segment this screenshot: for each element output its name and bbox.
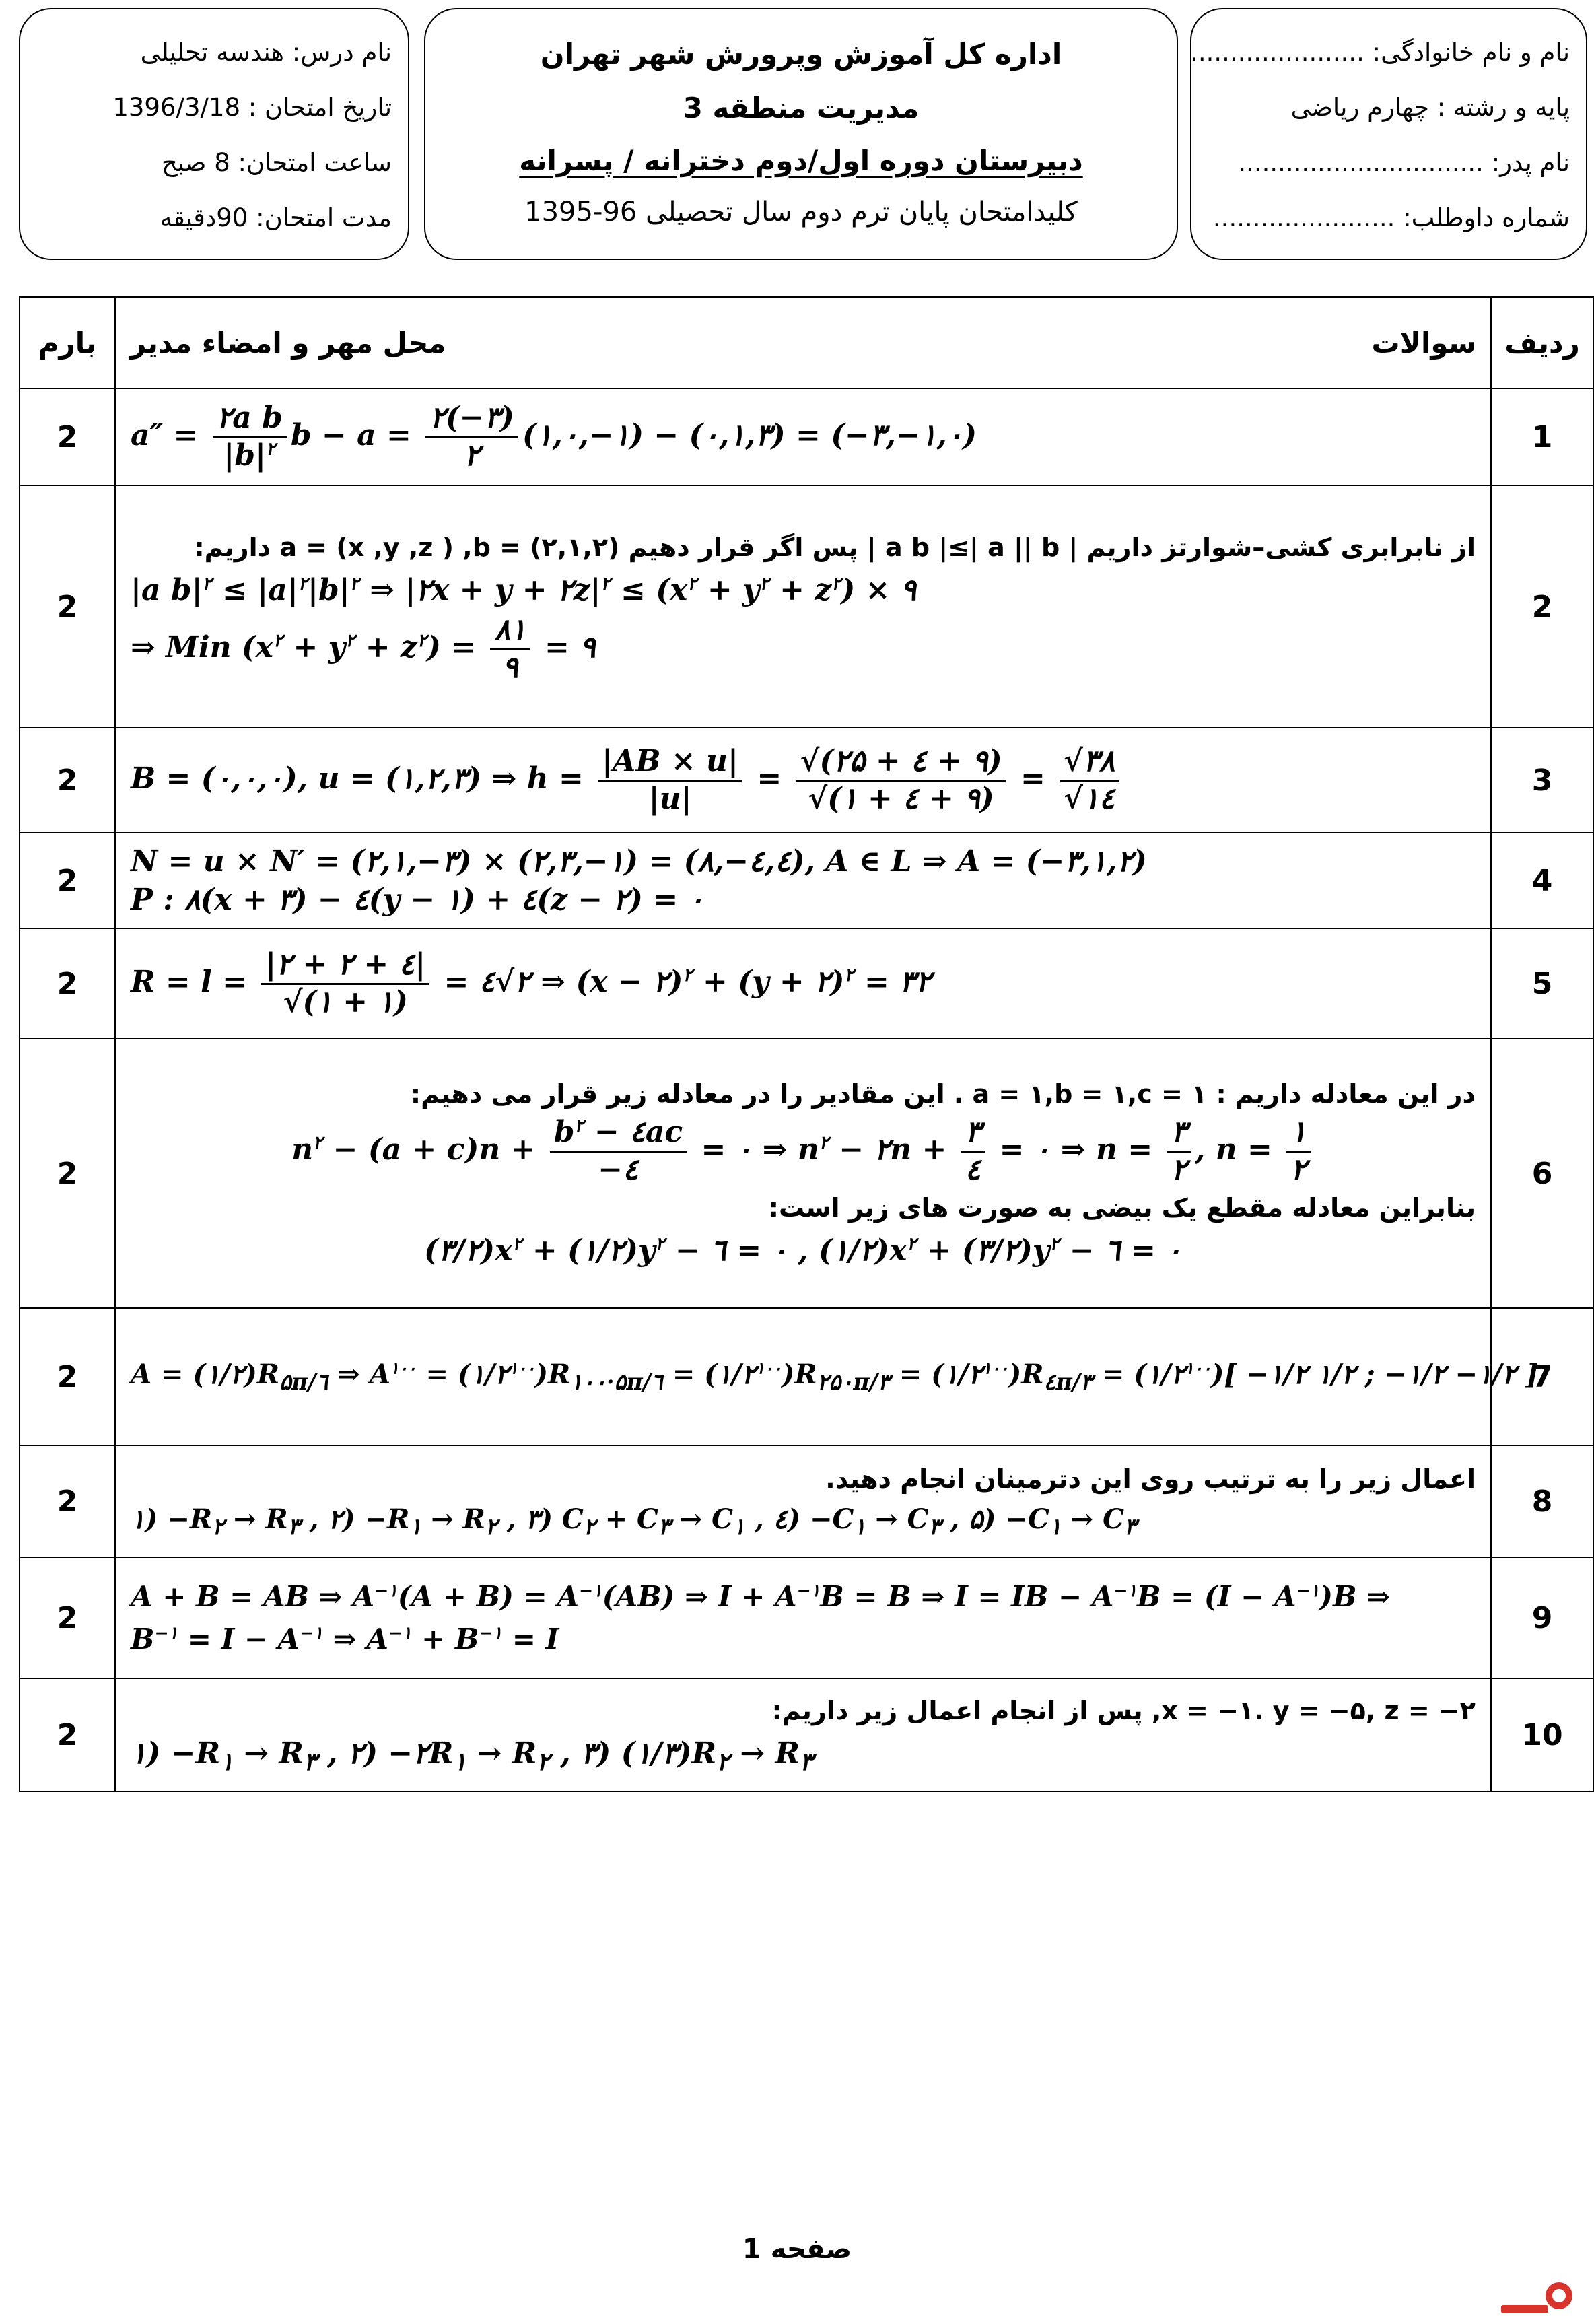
- school-title: دبیرستان دوره اول/دوم دخترانه / پسرانه: [519, 144, 1083, 177]
- header-questions-label: سوالات: [1371, 326, 1476, 360]
- row-score: 2: [20, 485, 115, 728]
- table-row: [20, 388, 1593, 485]
- answer-cell: [115, 1039, 1491, 1308]
- grade-field: پایه و رشته : چهارم ریاضی: [1290, 93, 1570, 122]
- exam-time-field: ساعت امتحان: 8 صبح: [161, 148, 392, 177]
- office-title: اداره کل آموزش وپرورش شهر تهران: [540, 38, 1062, 71]
- table-row: [20, 833, 1593, 928]
- answer-cell: [115, 833, 1491, 928]
- table-row: [20, 928, 1593, 1039]
- answer-text: از نابرابری کشی–شوارتز داریم | a b |≤| a || b | پس اگر قرار دهیم a = (x ,y ,z ) ,b = (۲,۱,۲) داریم:: [194, 533, 1476, 563]
- row-score: 2: [20, 728, 115, 833]
- answer-text: بنابراین معادله مقطع یک بیضی به صورت های زیر است:: [768, 1193, 1476, 1223]
- answer-cell: [115, 928, 1491, 1039]
- student-name-field: نام و نام خانوادگی: ......................: [1190, 38, 1570, 67]
- district-title: مدیریت منطقه 3: [683, 92, 920, 125]
- row-number: 2: [1491, 485, 1593, 728]
- answer-key-table: [19, 296, 1594, 1792]
- header-score: بارم: [20, 297, 115, 388]
- answer-formula: ۱) $-R_۱ \to R_۳$ , ۲) $-۲R_۱ \to R_۲$ , ۳) $(۱/۳)R_۲ \to R_۳$: [131, 1736, 813, 1776]
- row-score: 2: [20, 1678, 115, 1791]
- answer-formula: A + B = AB ⇒ $A^{-۱}(A + B) = A^{-۱}(AB)$ ⇒ $I + A^{-۱}B = B$ ⇒ I = IB − $A^{-۱}B = (I - A^{-۱})B$ ⇒: [131, 1580, 1391, 1613]
- subject-field: نام درس: هندسه تحلیلی: [140, 38, 392, 67]
- row-score: 2: [20, 1557, 115, 1678]
- answer-cell: [115, 1308, 1539, 1445]
- row-number: 4: [1491, 833, 1593, 928]
- exam-date-field: تاریخ امتحان : 1396/3/18: [112, 93, 392, 122]
- row-score: 2: [20, 388, 115, 485]
- watermark-logo-icon: [1501, 2281, 1575, 2316]
- answer-text: در این معادله داریم : a = ۱,b = ۱,c = ۱ . این مقادیر را در معادله زیر قرار می دهیم:: [410, 1079, 1476, 1109]
- candidate-number-field: شماره داوطلب: .......................: [1212, 203, 1570, 232]
- answer-text: x = −۱. y = −۵, z = −۲, پس از انجام اعمال زیر داریم:: [771, 1695, 1476, 1725]
- answer-formula: $A = (۱/۲)R_{۵\pi/٦}$ ⇒ $A^{۱۰۰}$ = $(۱/۲^{۱۰۰})R_{۱۰۰\cdot ۵\pi/٦}$ = $(۱/۲^{۱۰۰})R_{۲۵۰\pi/۳}$ = $(۱/۲^{۱۰۰})R_{٤\pi/۳}$ = $(۱/۲^{۱۰۰})$[ −۱/۲ ۱/۲ ; −۱/۲ −۱/۲ ]: [131, 1358, 1539, 1395]
- row-number: 7: [1491, 1308, 1593, 1445]
- father-name-field: نام پدر: ...............................: [1238, 148, 1570, 177]
- table-row: [20, 1445, 1593, 1557]
- answer-cell: [115, 1678, 1491, 1791]
- page-number: صفحه 1: [742, 2234, 852, 2265]
- row-score: 2: [20, 833, 115, 928]
- answer-text: اعمال زیر را به ترتیب روی این دترمینان انجام دهید.: [825, 1464, 1476, 1494]
- answer-formula: |a $b|^۲ \le |a|^۲|b|^۲$ ⇒ |۲x + $y + ۲z|^۲ \le (x^۲ + y^۲ + z^۲)$ × ۹: [131, 573, 917, 608]
- row-number: 5: [1491, 928, 1593, 1039]
- exam-duration-field: مدت امتحان: 90دقیقه: [160, 203, 392, 232]
- answer-cell: [115, 1557, 1491, 1678]
- header-row-number: ردیف: [1491, 297, 1593, 388]
- exam-key-title: کلیدامتحان پایان ترم دوم سال تحصیلی 96-1395: [524, 197, 1078, 228]
- row-score: 2: [20, 1039, 115, 1308]
- row-score: 2: [20, 928, 115, 1039]
- row-number: 9: [1491, 1557, 1593, 1678]
- row-score: 2: [20, 1308, 115, 1445]
- table-header-row: [20, 297, 1593, 388]
- exam-info-box: [19, 8, 409, 260]
- answer-formula: N = u × N′ = (۲,۱,−۳) × (۲,۳,−۱) = (۸,−٤,٤), A ∈ L ⇒ A = (−۳,۱,۲): [131, 844, 1147, 879]
- answer-formula: $B^{-۱} = I - A^{-۱}$ ⇒ $A^{-۱} + B^{-۱} = I$: [131, 1622, 559, 1655]
- row-number: 1: [1491, 388, 1593, 485]
- table-row: [20, 1557, 1593, 1678]
- row-score: 2: [20, 1445, 115, 1557]
- table-row: [20, 1039, 1593, 1308]
- row-number: 8: [1491, 1445, 1593, 1557]
- answer-formula: a″ = $\frac{\text{۲a b}}{|b|^۲}$ b − a = $\frac{۲(-۳)}{۲}$ (۱,۰,−۱) − (۰,۱,۳) = (−۳,−۱,۰): [131, 400, 977, 473]
- student-info-box: [1190, 8, 1587, 260]
- answer-formula: B = (۰,۰,۰), u = (۱,۲,۳) ⇒ h = $\frac{|AB \times u|}{|u|}$ = $\frac{√(۲۵ + ٤ + ۹)}{√(۱ + ٤ + ۹)}$ = $\frac{√۳۸}{√۱٤}$: [131, 744, 1476, 817]
- header-questions: [115, 297, 1491, 388]
- table-row: [20, 1308, 1593, 1445]
- table-row: [20, 728, 1593, 833]
- answer-formula: ۱) $-R_۲ \to R_۳$ , ۲) $-R_۱ \to R_۲$ , ۳) $C_۲ + C_۳ \to C_۱$ , ٤) $-C_۱ \to C_۳$ , ۵) $-C_۱ \to C_۳$: [131, 1503, 1136, 1540]
- answer-formula: $(۳/۲)x^۲$ + $(۱/۲)y^۲$ − ٦ = ۰ , $(۱/۲)x^۲$ + $(۳/۲)y^۲$ − ٦ = ۰: [424, 1233, 1182, 1268]
- answer-cell: [115, 1445, 1491, 1557]
- row-number: 6: [1491, 1039, 1593, 1308]
- answer-formula: $n^۲ - (a + c)n$ + $\frac{b^۲ - ٤ac}{-٤}$ = ۰ ⇒ $n^۲$ − ۲n + $\frac{۳}{٤}$ = ۰ ⇒ n = $\frac{۳}{۲}$ , n = $\frac{۱}{۲}$: [131, 1115, 1476, 1188]
- answer-cell: [115, 485, 1491, 728]
- table-row: [20, 1678, 1593, 1791]
- answer-formula: P : ۸(x + ۳) − ٤(y − ۱) + ٤(z − ۲) = ۰: [131, 883, 705, 917]
- office-info-box: [424, 8, 1178, 260]
- answer-cell: [115, 388, 1491, 485]
- row-number: 10: [1491, 1678, 1593, 1791]
- row-number: 3: [1491, 728, 1593, 833]
- answer-formula: ⇒ Min $(x^۲ + y^۲ + z^۲)$ = $\frac{۸۱}{۹}$ = ۹: [131, 613, 596, 685]
- answer-formula: R = l = $\frac{|۲ + ۲ + ٤|}{√(۱ + ۱)}$ = ٤√۲ ⇒ (x − ۲)$^۲$ + (y + ۲)$^۲$ = ۳۲: [131, 947, 932, 1019]
- table-row: [20, 485, 1593, 728]
- header-stamp-label: محل مهر و امضاء مدیر: [130, 326, 446, 360]
- answer-cell: [115, 728, 1491, 833]
